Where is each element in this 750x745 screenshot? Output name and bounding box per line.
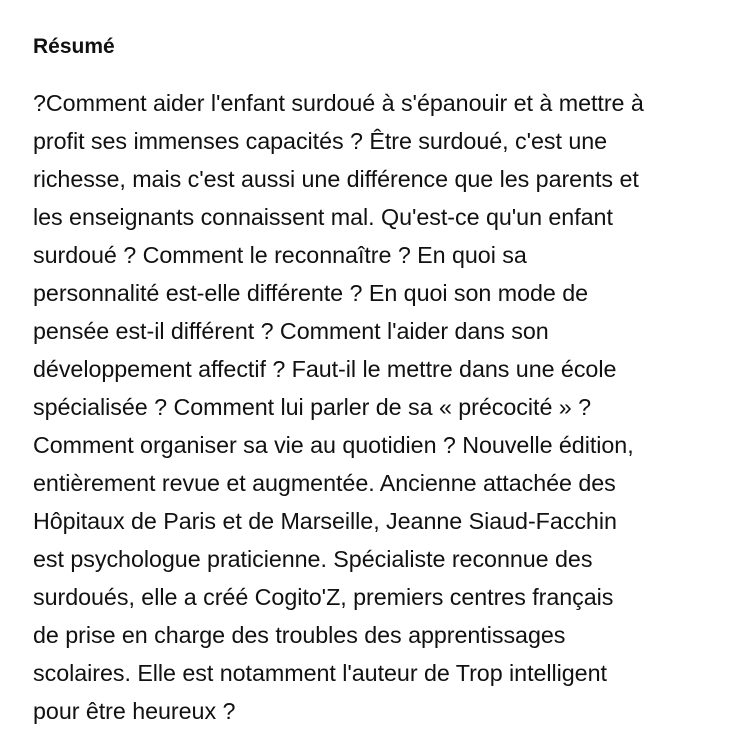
summary-line: surdoué ? Comment le reconnaître ? En quoi sa <box>33 242 527 268</box>
summary-line: entièrement revue et augmentée. Ancienne attachée des <box>33 470 616 496</box>
summary-line: les enseignants connaissent mal. Qu'est-ce qu'un enfant <box>33 204 613 230</box>
summary-line: Hôpitaux de Paris et de Marseille, Jeanne Siaud-Facchin <box>33 508 617 534</box>
summary-line: de prise en charge des troubles des apprentissages <box>33 622 566 648</box>
summary-line: profit ses immenses capacités ? Être surdoué, c'est une <box>33 128 608 154</box>
summary-line: surdoués, elle a créé Cogito'Z, premiers centres français <box>33 584 614 610</box>
section-title: Résumé <box>33 35 115 58</box>
summary-text <box>33 84 728 730</box>
summary-line: développement affectif ? Faut-il le mettre dans une école <box>33 356 617 382</box>
summary-line: est psychologue praticienne. Spécialiste reconnue des <box>33 546 593 572</box>
summary-line: richesse, mais c'est aussi une différence que les parents et <box>33 166 639 192</box>
summary-line: pour être heureux ? <box>33 698 236 724</box>
summary-line: personnalité est-elle différente ? En quoi son mode de <box>33 280 589 306</box>
summary-line: spécialisée ? Comment lui parler de sa « précocité » ? <box>33 394 592 420</box>
summary-line: Comment organiser sa vie au quotidien ? Nouvelle édition, <box>33 432 634 458</box>
summary-line: scolaires. Elle est notamment l'auteur de Trop intelligent <box>33 660 607 686</box>
summary-line: ?Comment aider l'enfant surdoué à s'épanouir et à mettre à <box>33 90 644 116</box>
summary-line: pensée est-il différent ? Comment l'aider dans son <box>33 318 549 344</box>
